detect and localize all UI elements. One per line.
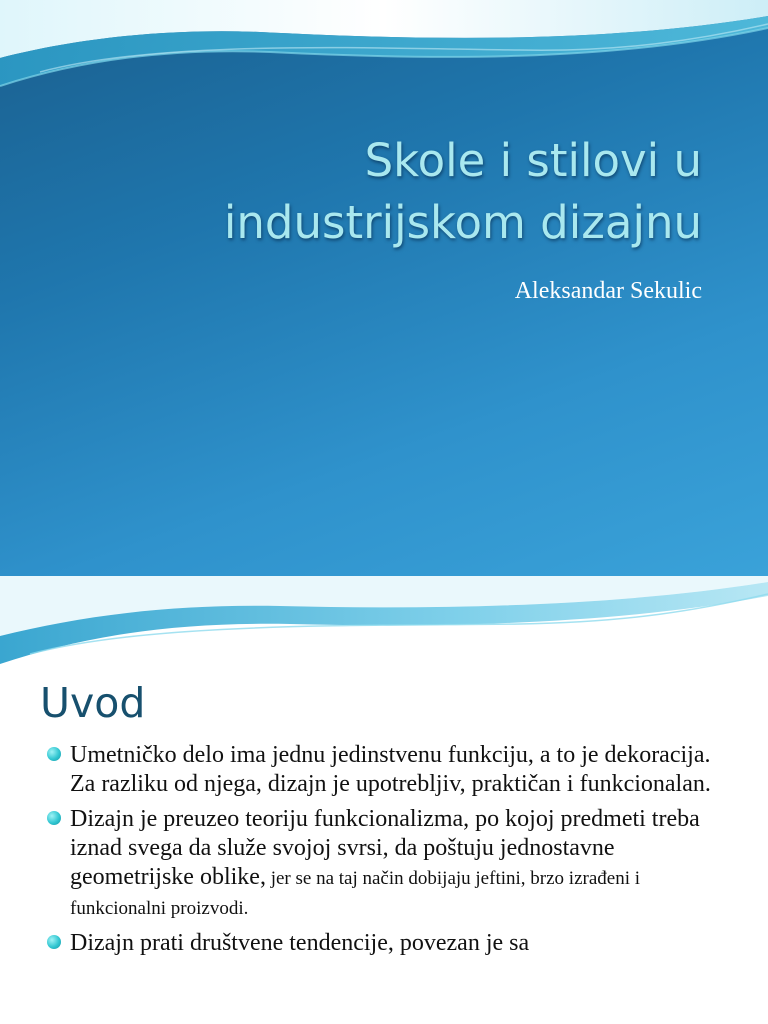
title-line-2: industrijskom dizajnu xyxy=(223,196,702,249)
bullet-list xyxy=(46,741,736,964)
list-item xyxy=(46,805,736,923)
author-subtitle: Aleksandar Sekulic xyxy=(514,278,702,304)
wave-decoration xyxy=(0,0,768,110)
list-item xyxy=(46,741,736,799)
bullet-text: Dizajn prati društvene tendencije, povezan je sa xyxy=(70,930,530,956)
title-line-1: Skole i stilovi u xyxy=(364,134,702,187)
content-slide xyxy=(0,576,768,1024)
bullet-dot-icon xyxy=(47,811,61,825)
slide-title xyxy=(82,130,702,254)
bullet-text-small: jer se na taj način dobijaju jeftini, brzo izrađeni i funkcionalni proizvodi. xyxy=(70,868,641,919)
bullet-dot-icon xyxy=(47,747,61,761)
wave-decoration xyxy=(0,576,768,666)
bullet-text: Umetničko delo ima jednu jedinstvenu funkciju, a to je dekoracija. Za razliku od njega, dizajn je upotrebljiv, praktičan i funkcionalan. xyxy=(70,742,711,797)
bullet-text: Dizajn je preuzeo teoriju funkcionalizma, po kojoj predmeti treba iznad svega da služe svojoj svrsi, da poštuju jednostavne geometrijske oblike, xyxy=(70,806,700,890)
slide-heading: Uvod xyxy=(40,679,146,727)
list-item xyxy=(46,929,736,958)
bullet-dot-icon xyxy=(47,935,61,949)
